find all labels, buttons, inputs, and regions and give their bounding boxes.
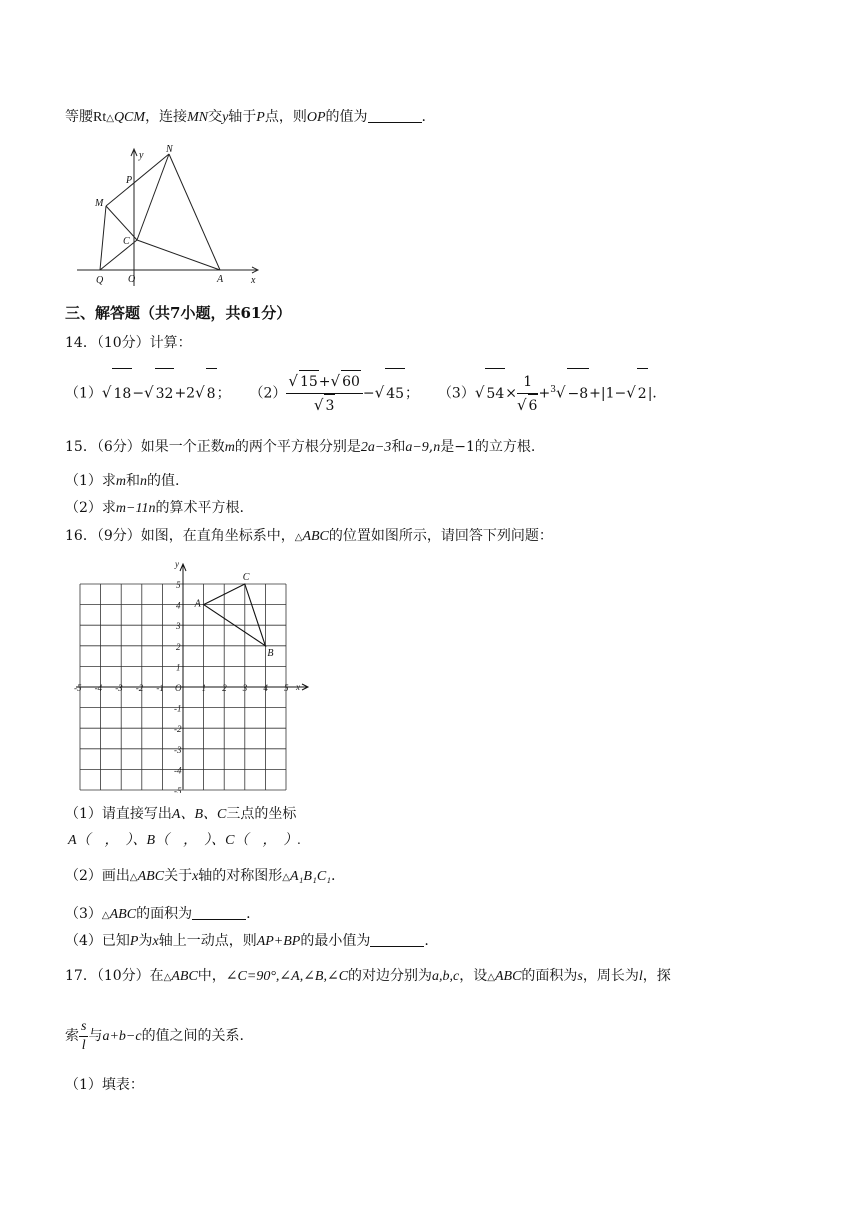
x-tick-label: 2 [222, 683, 227, 693]
answer-blank[interactable] [370, 932, 424, 947]
q17-line2: 索 $\frac{s}{l}$ 与a+b−c的值之间的关系. [65, 1018, 245, 1053]
x-axis-label: x [296, 682, 300, 692]
x-tick-label: 4 [263, 683, 268, 693]
fig1-label-a: A [217, 274, 224, 285]
q15-sub1: （1）求m和n的值. [65, 473, 180, 489]
y-tick-label: 5 [176, 580, 181, 590]
q16-sub4: （4）已知P为x轴上一动点，则AP+BP的最小值为 . [65, 933, 429, 949]
y-tick-label: 3 [176, 621, 181, 632]
q17-heading: 17．（10分）在△ABC中，∠C=90°,∠A,∠B,∠C的对边分别为a,b,c，设△ABC的面积为s，周长为l，探 [65, 968, 671, 984]
y-tick-label: 1 [176, 662, 181, 673]
x-tick-label: -1 [156, 683, 164, 693]
x-tick-label: O [175, 683, 182, 693]
q16-coords[interactable]: A（ ， ）、B（ ， ）、C（ ， ）. [68, 833, 301, 848]
q17-fill-table-label: （1）填表： [65, 1077, 144, 1093]
x-tick-label: -3 [115, 683, 123, 693]
x-tick-label: -5 [74, 683, 82, 693]
fig1-label-p: P [126, 175, 133, 186]
fig1-label-x: x [251, 275, 256, 286]
point-label-a: A [194, 598, 201, 610]
q15-heading: 15．（6分）如果一个正数m的两个平方根分别是2a−3和a−9,n是−1的立方根. [65, 439, 536, 455]
segment-ca [137, 240, 220, 270]
triangle-abc [204, 584, 266, 646]
answer-blank[interactable] [368, 108, 422, 123]
segment-qc [100, 240, 137, 270]
y-tick-label: -2 [174, 724, 182, 735]
x-tick-label: 5 [284, 683, 289, 693]
figure-mn-triangle [72, 140, 272, 288]
fig1-label-q: Q [96, 275, 104, 286]
fig1-label-o: O [128, 274, 136, 285]
x-tick-label: -4 [94, 683, 103, 693]
y-tick-label: -3 [174, 744, 182, 755]
answer-blank[interactable] [192, 905, 246, 920]
fig1-label-n: N [166, 144, 173, 155]
point-label-c: C [242, 572, 250, 583]
y-axis-label: y [175, 559, 179, 569]
segment-na [169, 154, 220, 270]
fig1-label-m: M [95, 198, 104, 209]
q14-fraction: $\frac{√ 15+√ 60}{√ 3}$ [286, 370, 363, 417]
y-tick-label: 2 [176, 641, 181, 652]
y-tick-label: -5 [174, 786, 182, 793]
q14-heading: 14．（10分）计算： [65, 335, 192, 351]
q16-sub3: （3）△ABC的面积为 . [65, 906, 251, 922]
q16-sub2: （2）画出△ABC关于x轴的对称图形△A₁B₁C₁. [65, 868, 336, 884]
point-label-b: B [267, 647, 274, 659]
q13-tail-line: 等腰Rt△QCM，连接MN交y轴于P点，则OP的值为 . [65, 109, 426, 125]
segment-mc [106, 206, 137, 240]
q14-parts: （1）√ 18−√ 32+2√ 8； （2） $\frac{√ 15+√ 60}{√ 3}$ −√ 45； （3）√ 54× $\frac{1}{√ 6}$ +$^3$√ −8+|1−√ 2|． [65, 365, 666, 415]
y-tick-label: -4 [174, 765, 182, 776]
q16-sub1: （1）请直接写出A、B、C三点的坐标 [65, 806, 297, 822]
x-tick-label: -2 [135, 683, 144, 693]
segment-mq [100, 206, 106, 270]
q16-heading: 16．（9分）如图，在直角坐标系中，△ABC的位置如图所示，请回答下列问题： [65, 528, 553, 544]
fig1-label-c: C [123, 236, 130, 247]
x-tick-label: 1 [201, 683, 207, 693]
y-tick-label: 4 [176, 600, 181, 611]
q14-fraction-2: $\frac{1}{√ 6}$ [517, 371, 538, 417]
fig1-label-y: y [139, 150, 144, 161]
coordinate-grid [70, 558, 320, 793]
q17-fraction: $\frac{s}{l}$ [81, 1018, 87, 1053]
q15-sub2: （2）求m−11n的算术平方根. [65, 500, 244, 516]
y-tick-label: -1 [174, 703, 182, 714]
x-tick-label: 3 [242, 683, 248, 693]
section-heading: 三、解答题（共7小题，共61分） [65, 304, 292, 322]
